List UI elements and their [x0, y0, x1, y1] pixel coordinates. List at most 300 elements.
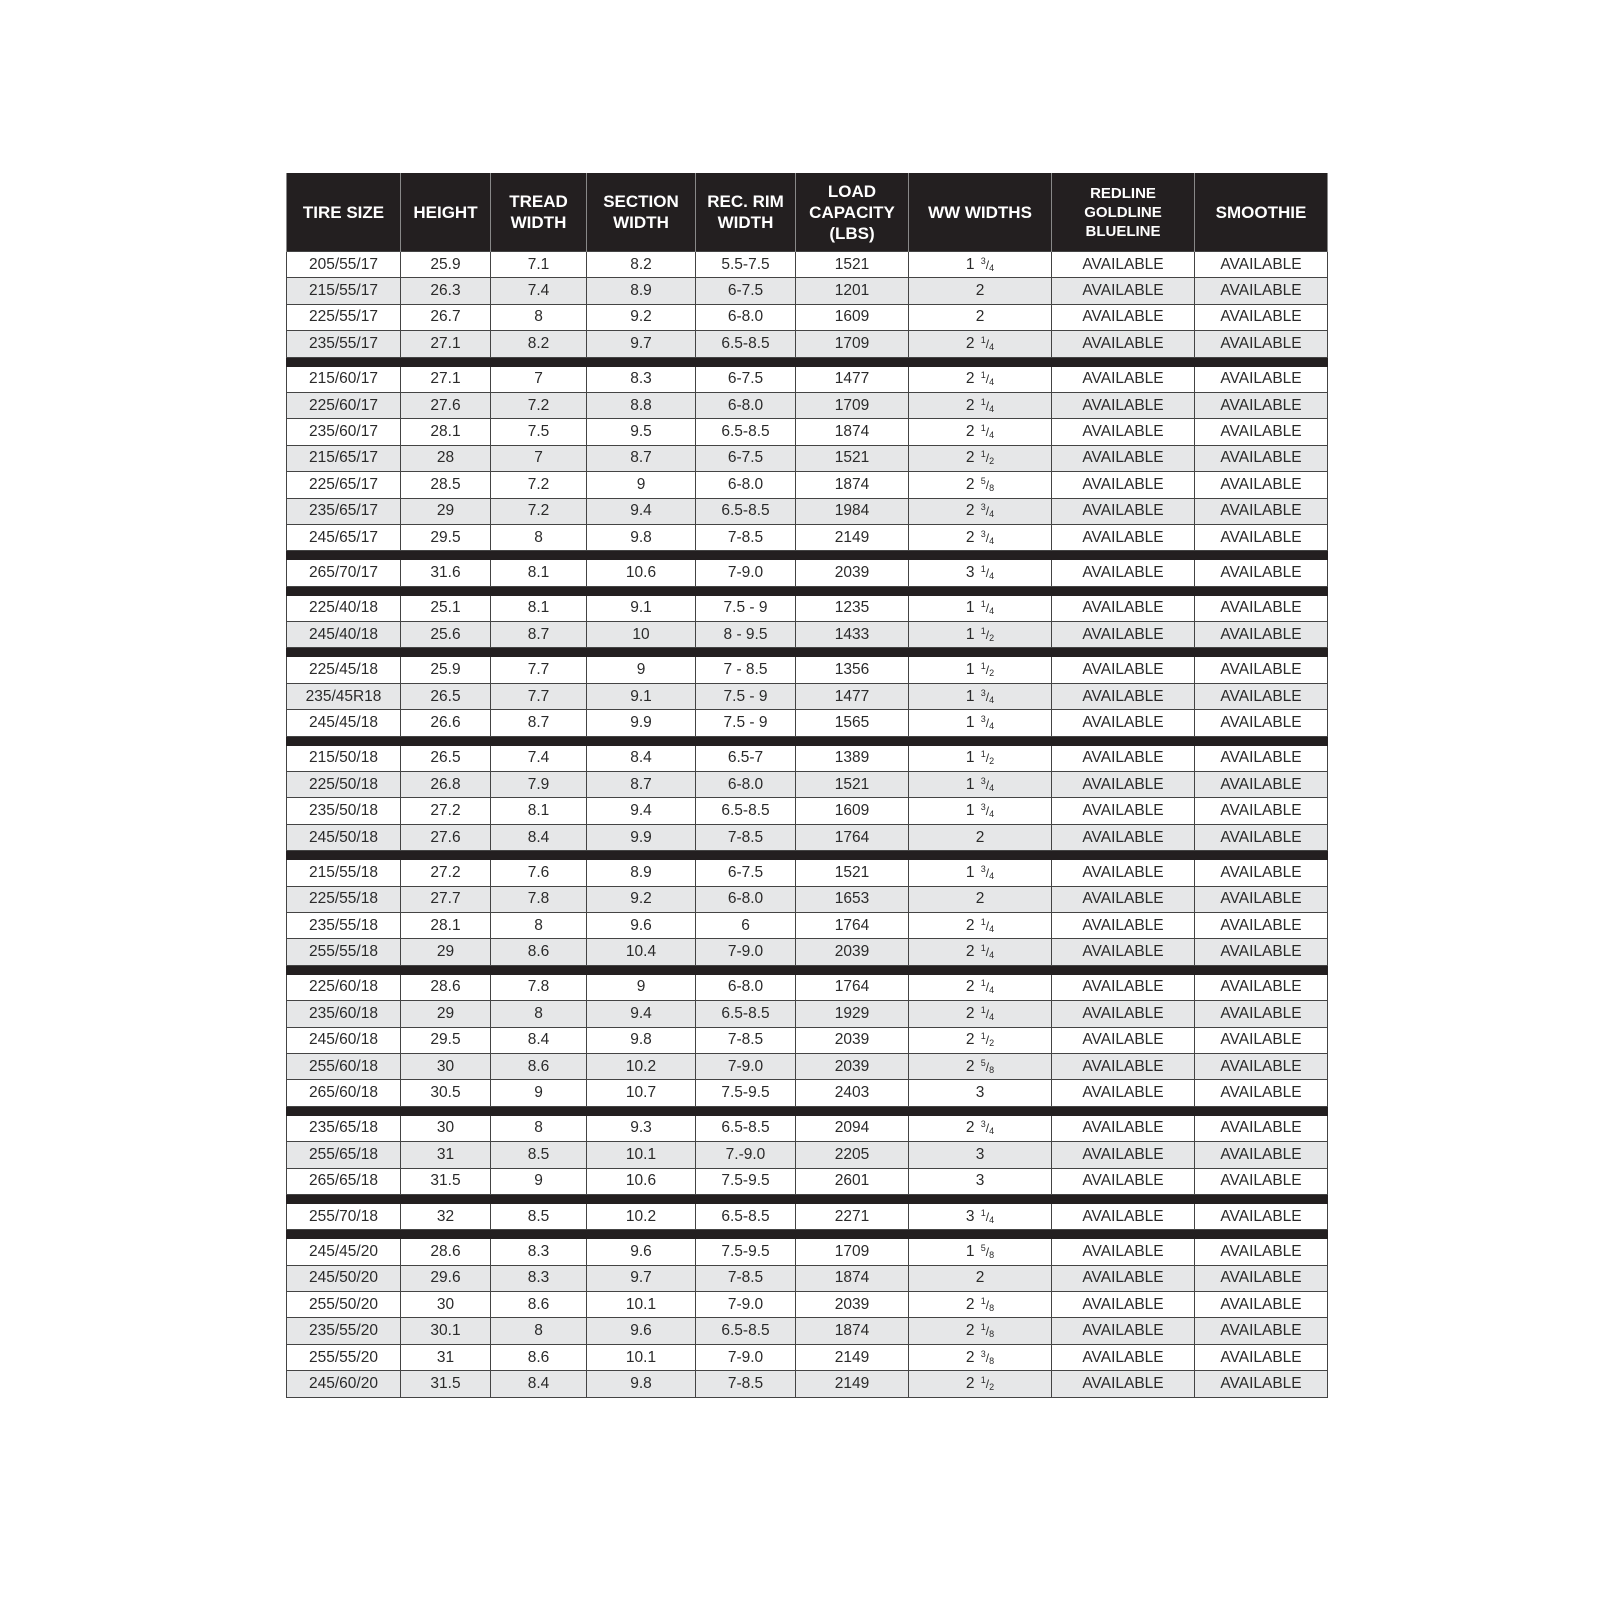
redline-availability-cell: AVAILABLE	[1052, 1203, 1195, 1229]
table-row	[287, 1344, 1328, 1370]
smoothie-availability-cell: AVAILABLE	[1195, 1168, 1328, 1194]
smoothie-availability-cell: AVAILABLE	[1195, 304, 1328, 330]
tire-size-cell: 265/60/18	[287, 1080, 401, 1106]
height-cell: 29	[401, 498, 491, 524]
redline-availability-cell: AVAILABLE	[1052, 1080, 1195, 1106]
table-row	[287, 498, 1328, 524]
table-row	[287, 974, 1328, 1000]
ww-width-cell: 1 $^3/_4$	[909, 772, 1052, 798]
tread-width-cell: 8	[491, 912, 587, 938]
section-width-cell: 8.3	[587, 366, 696, 392]
redline-availability-cell: AVAILABLE	[1052, 1142, 1195, 1168]
tread-width-cell: 7.2	[491, 392, 587, 418]
header-tread-width: TREAD WIDTH	[491, 173, 587, 252]
tread-width-cell: 8	[491, 1115, 587, 1141]
height-cell: 27.7	[401, 886, 491, 912]
tire-size-cell: 235/65/18	[287, 1115, 401, 1141]
section-width-cell: 9.9	[587, 710, 696, 736]
load-capacity-cell: 1201	[796, 278, 909, 304]
rec-rim-width-cell: 7-8.5	[696, 524, 796, 550]
table-row	[287, 798, 1328, 824]
smoothie-availability-cell: AVAILABLE	[1195, 1027, 1328, 1053]
height-cell: 28.5	[401, 472, 491, 498]
section-width-cell: 9	[587, 657, 696, 683]
rec-rim-width-cell: 7-9.0	[696, 1344, 796, 1370]
rec-rim-width-cell: 7.5 - 9	[696, 595, 796, 621]
load-capacity-cell: 2271	[796, 1203, 909, 1229]
redline-availability-cell: AVAILABLE	[1052, 392, 1195, 418]
load-capacity-cell: 1653	[796, 886, 909, 912]
tread-width-cell: 8.6	[491, 1053, 587, 1079]
tread-width-cell: 9	[491, 1080, 587, 1106]
height-cell: 29.6	[401, 1265, 491, 1291]
tread-width-cell: 7.7	[491, 683, 587, 709]
smoothie-availability-cell: AVAILABLE	[1195, 498, 1328, 524]
height-cell: 30.5	[401, 1080, 491, 1106]
group-divider	[287, 1194, 1328, 1203]
section-width-cell: 9.4	[587, 498, 696, 524]
table-row	[287, 560, 1328, 586]
smoothie-availability-cell: AVAILABLE	[1195, 1053, 1328, 1079]
tread-width-cell: 7.4	[491, 278, 587, 304]
height-cell: 27.2	[401, 860, 491, 886]
smoothie-availability-cell: AVAILABLE	[1195, 1203, 1328, 1229]
load-capacity-cell: 1565	[796, 710, 909, 736]
rec-rim-width-cell: 6-7.5	[696, 366, 796, 392]
redline-availability-cell: AVAILABLE	[1052, 252, 1195, 278]
height-cell: 29.5	[401, 1027, 491, 1053]
tread-width-cell: 8.4	[491, 824, 587, 850]
tire-size-cell: 265/65/18	[287, 1168, 401, 1194]
height-cell: 26.7	[401, 304, 491, 330]
redline-availability-cell: AVAILABLE	[1052, 772, 1195, 798]
tread-width-cell: 7.6	[491, 860, 587, 886]
height-cell: 27.2	[401, 798, 491, 824]
tread-width-cell: 8.1	[491, 798, 587, 824]
smoothie-availability-cell: AVAILABLE	[1195, 1318, 1328, 1344]
height-cell: 25.9	[401, 252, 491, 278]
ww-width-cell: 2 $^3/_4$	[909, 524, 1052, 550]
ww-width-cell: 2 $^1/_4$	[909, 419, 1052, 445]
section-width-cell: 9.8	[587, 524, 696, 550]
load-capacity-cell: 2039	[796, 939, 909, 965]
tread-width-cell: 7.9	[491, 772, 587, 798]
table-row	[287, 1239, 1328, 1265]
redline-availability-cell: AVAILABLE	[1052, 1292, 1195, 1318]
table-row	[287, 683, 1328, 709]
group-divider	[287, 586, 1328, 595]
load-capacity-cell: 1477	[796, 683, 909, 709]
tread-width-cell: 8	[491, 304, 587, 330]
rec-rim-width-cell: 6.5-8.5	[696, 1001, 796, 1027]
section-width-cell: 9.4	[587, 798, 696, 824]
tire-size-cell: 235/60/17	[287, 419, 401, 445]
load-capacity-cell: 1874	[796, 1265, 909, 1291]
load-capacity-cell: 1764	[796, 912, 909, 938]
ww-width-cell: 1 $^3/_4$	[909, 683, 1052, 709]
redline-availability-cell: AVAILABLE	[1052, 560, 1195, 586]
ww-width-cell: 2 $^1/_2$	[909, 445, 1052, 471]
tire-size-cell: 215/50/18	[287, 745, 401, 771]
section-width-cell: 9	[587, 974, 696, 1000]
load-capacity-cell: 2149	[796, 524, 909, 550]
ww-width-cell: 1 $^3/_4$	[909, 798, 1052, 824]
redline-availability-cell: AVAILABLE	[1052, 683, 1195, 709]
redline-availability-cell: AVAILABLE	[1052, 939, 1195, 965]
height-cell: 31.5	[401, 1371, 491, 1397]
rec-rim-width-cell: 6	[696, 912, 796, 938]
rec-rim-width-cell: 6.5-8.5	[696, 419, 796, 445]
redline-availability-cell: AVAILABLE	[1052, 331, 1195, 357]
tire-size-cell: 225/60/18	[287, 974, 401, 1000]
section-width-cell: 9.8	[587, 1027, 696, 1053]
tire-size-cell: 255/70/18	[287, 1203, 401, 1229]
group-divider	[287, 1106, 1328, 1115]
height-cell: 26.3	[401, 278, 491, 304]
redline-availability-cell: AVAILABLE	[1052, 1027, 1195, 1053]
ww-width-cell: 2 $^3/_8$	[909, 1344, 1052, 1370]
rec-rim-width-cell: 7-8.5	[696, 1265, 796, 1291]
smoothie-availability-cell: AVAILABLE	[1195, 595, 1328, 621]
header-smoothie: SMOOTHIE	[1195, 173, 1328, 252]
tire-size-cell: 235/60/18	[287, 1001, 401, 1027]
redline-availability-cell: AVAILABLE	[1052, 886, 1195, 912]
smoothie-availability-cell: AVAILABLE	[1195, 366, 1328, 392]
rec-rim-width-cell: 6.5-8.5	[696, 498, 796, 524]
height-cell: 28.1	[401, 912, 491, 938]
section-width-cell: 10.2	[587, 1053, 696, 1079]
ww-width-cell: 2 $^1/_4$	[909, 939, 1052, 965]
tread-width-cell: 8.5	[491, 1203, 587, 1229]
smoothie-availability-cell: AVAILABLE	[1195, 1080, 1328, 1106]
group-divider	[287, 551, 1328, 560]
load-capacity-cell: 1235	[796, 595, 909, 621]
rec-rim-width-cell: 6-7.5	[696, 445, 796, 471]
header-redline-goldline-blueline: REDLINE GOLDLINE BLUELINE	[1052, 173, 1195, 252]
redline-availability-cell: AVAILABLE	[1052, 622, 1195, 648]
rec-rim-width-cell: 7.5-9.5	[696, 1239, 796, 1265]
load-capacity-cell: 1709	[796, 392, 909, 418]
section-width-cell: 8.9	[587, 860, 696, 886]
tire-size-cell: 215/55/17	[287, 278, 401, 304]
height-cell: 29.5	[401, 524, 491, 550]
smoothie-availability-cell: AVAILABLE	[1195, 1142, 1328, 1168]
table-row	[287, 1142, 1328, 1168]
section-width-cell: 9.6	[587, 912, 696, 938]
table-row	[287, 366, 1328, 392]
rec-rim-width-cell: 6.5-8.5	[696, 331, 796, 357]
height-cell: 31.6	[401, 560, 491, 586]
section-width-cell: 9.6	[587, 1239, 696, 1265]
rec-rim-width-cell: 7-8.5	[696, 824, 796, 850]
tread-width-cell: 8.3	[491, 1239, 587, 1265]
table-row	[287, 1027, 1328, 1053]
table-row	[287, 772, 1328, 798]
tire-size-cell: 255/55/18	[287, 939, 401, 965]
load-capacity-cell: 1609	[796, 798, 909, 824]
ww-width-cell: 3	[909, 1080, 1052, 1106]
tire-size-cell: 255/50/20	[287, 1292, 401, 1318]
rec-rim-width-cell: 6-8.0	[696, 304, 796, 330]
section-width-cell: 10.7	[587, 1080, 696, 1106]
ww-width-cell: 2 $^1/_8$	[909, 1318, 1052, 1344]
group-divider	[287, 648, 1328, 657]
smoothie-availability-cell: AVAILABLE	[1195, 1265, 1328, 1291]
smoothie-availability-cell: AVAILABLE	[1195, 419, 1328, 445]
table-row	[287, 745, 1328, 771]
table-row	[287, 1203, 1328, 1229]
load-capacity-cell: 2149	[796, 1344, 909, 1370]
height-cell: 30	[401, 1115, 491, 1141]
redline-availability-cell: AVAILABLE	[1052, 1239, 1195, 1265]
rec-rim-width-cell: 6-8.0	[696, 772, 796, 798]
tread-width-cell: 7.1	[491, 252, 587, 278]
header-ww-widths: WW WIDTHS	[909, 173, 1052, 252]
table-row	[287, 595, 1328, 621]
rec-rim-width-cell: 6-8.0	[696, 974, 796, 1000]
load-capacity-cell: 1521	[796, 860, 909, 886]
smoothie-availability-cell: AVAILABLE	[1195, 657, 1328, 683]
smoothie-availability-cell: AVAILABLE	[1195, 912, 1328, 938]
load-capacity-cell: 1929	[796, 1001, 909, 1027]
table-row	[287, 524, 1328, 550]
rec-rim-width-cell: 6.5-8.5	[696, 1203, 796, 1229]
tire-size-cell: 255/60/18	[287, 1053, 401, 1079]
tread-width-cell: 7	[491, 445, 587, 471]
table-row	[287, 1318, 1328, 1344]
tread-width-cell: 7.2	[491, 498, 587, 524]
ww-width-cell: 2 $^1/_4$	[909, 912, 1052, 938]
section-width-cell: 8.7	[587, 445, 696, 471]
height-cell: 28.6	[401, 974, 491, 1000]
tread-width-cell: 7.8	[491, 974, 587, 1000]
table-row	[287, 1001, 1328, 1027]
tread-width-cell: 8	[491, 1001, 587, 1027]
smoothie-availability-cell: AVAILABLE	[1195, 331, 1328, 357]
height-cell: 28.6	[401, 1239, 491, 1265]
smoothie-availability-cell: AVAILABLE	[1195, 772, 1328, 798]
smoothie-availability-cell: AVAILABLE	[1195, 524, 1328, 550]
ww-width-cell: 2	[909, 304, 1052, 330]
ww-width-cell: 2 $^1/_4$	[909, 366, 1052, 392]
tire-size-cell: 245/65/17	[287, 524, 401, 550]
height-cell: 30.1	[401, 1318, 491, 1344]
tire-size-cell: 225/40/18	[287, 595, 401, 621]
section-width-cell: 8.8	[587, 392, 696, 418]
smoothie-availability-cell: AVAILABLE	[1195, 860, 1328, 886]
height-cell: 32	[401, 1203, 491, 1229]
tire-size-cell: 235/55/18	[287, 912, 401, 938]
height-cell: 28	[401, 445, 491, 471]
redline-availability-cell: AVAILABLE	[1052, 912, 1195, 938]
section-width-cell: 10.6	[587, 560, 696, 586]
tire-size-cell: 225/55/18	[287, 886, 401, 912]
load-capacity-cell: 1389	[796, 745, 909, 771]
tread-width-cell: 7.4	[491, 745, 587, 771]
ww-width-cell: 2 $^1/_2$	[909, 1027, 1052, 1053]
tread-width-cell: 7.8	[491, 886, 587, 912]
redline-availability-cell: AVAILABLE	[1052, 278, 1195, 304]
ww-width-cell: 3 $^1/_4$	[909, 560, 1052, 586]
table-row	[287, 824, 1328, 850]
tread-width-cell: 8.7	[491, 622, 587, 648]
load-capacity-cell: 2149	[796, 1371, 909, 1397]
rec-rim-width-cell: 6.5-7	[696, 745, 796, 771]
load-capacity-cell: 1764	[796, 974, 909, 1000]
height-cell: 30	[401, 1292, 491, 1318]
height-cell: 31	[401, 1142, 491, 1168]
rec-rim-width-cell: 6-7.5	[696, 860, 796, 886]
rec-rim-width-cell: 7.5 - 9	[696, 710, 796, 736]
smoothie-availability-cell: AVAILABLE	[1195, 886, 1328, 912]
redline-availability-cell: AVAILABLE	[1052, 710, 1195, 736]
height-cell: 26.8	[401, 772, 491, 798]
rec-rim-width-cell: 6-8.0	[696, 472, 796, 498]
tread-width-cell: 8	[491, 524, 587, 550]
table-row	[287, 1115, 1328, 1141]
ww-width-cell: 1 $^1/_2$	[909, 657, 1052, 683]
section-width-cell: 9.5	[587, 419, 696, 445]
rec-rim-width-cell: 8 - 9.5	[696, 622, 796, 648]
tread-width-cell: 8.1	[491, 595, 587, 621]
tire-size-cell: 265/70/17	[287, 560, 401, 586]
smoothie-availability-cell: AVAILABLE	[1195, 1344, 1328, 1370]
tire-size-cell: 255/65/18	[287, 1142, 401, 1168]
tread-width-cell: 7.2	[491, 472, 587, 498]
height-cell: 30	[401, 1053, 491, 1079]
tread-width-cell: 7	[491, 366, 587, 392]
tread-width-cell: 8.4	[491, 1371, 587, 1397]
group-divider	[287, 851, 1328, 860]
tire-size-cell: 245/40/18	[287, 622, 401, 648]
ww-width-cell: 3 $^1/_4$	[909, 1203, 1052, 1229]
load-capacity-cell: 2039	[796, 560, 909, 586]
height-cell: 25.6	[401, 622, 491, 648]
section-width-cell: 9.2	[587, 304, 696, 330]
tread-width-cell: 8.5	[491, 1142, 587, 1168]
ww-width-cell: 2 $^1/_4$	[909, 331, 1052, 357]
section-width-cell: 9.4	[587, 1001, 696, 1027]
redline-availability-cell: AVAILABLE	[1052, 524, 1195, 550]
tire-size-cell: 245/60/18	[287, 1027, 401, 1053]
rec-rim-width-cell: 6-8.0	[696, 392, 796, 418]
section-width-cell: 10	[587, 622, 696, 648]
load-capacity-cell: 1764	[796, 824, 909, 850]
tire-size-cell: 235/45R18	[287, 683, 401, 709]
redline-availability-cell: AVAILABLE	[1052, 1053, 1195, 1079]
load-capacity-cell: 1433	[796, 622, 909, 648]
redline-availability-cell: AVAILABLE	[1052, 1265, 1195, 1291]
tire-size-cell: 235/65/17	[287, 498, 401, 524]
group-divider	[287, 965, 1328, 974]
ww-width-cell: 2 $^5/_8$	[909, 1053, 1052, 1079]
smoothie-availability-cell: AVAILABLE	[1195, 472, 1328, 498]
load-capacity-cell: 1984	[796, 498, 909, 524]
ww-width-cell: 2	[909, 1265, 1052, 1291]
height-cell: 25.1	[401, 595, 491, 621]
load-capacity-cell: 1874	[796, 1318, 909, 1344]
tire-size-cell: 245/45/20	[287, 1239, 401, 1265]
load-capacity-cell: 1521	[796, 772, 909, 798]
tire-size-cell: 235/55/17	[287, 331, 401, 357]
table-row	[287, 1371, 1328, 1397]
redline-availability-cell: AVAILABLE	[1052, 745, 1195, 771]
ww-width-cell: 1 $^1/_2$	[909, 745, 1052, 771]
height-cell: 27.6	[401, 392, 491, 418]
smoothie-availability-cell: AVAILABLE	[1195, 974, 1328, 1000]
redline-availability-cell: AVAILABLE	[1052, 304, 1195, 330]
height-cell: 29	[401, 1001, 491, 1027]
height-cell: 26.5	[401, 745, 491, 771]
tire-size-cell: 205/55/17	[287, 252, 401, 278]
header-tire-size: TIRE SIZE	[287, 173, 401, 252]
ww-width-cell: 2 $^5/_8$	[909, 472, 1052, 498]
table-row	[287, 657, 1328, 683]
smoothie-availability-cell: AVAILABLE	[1195, 710, 1328, 736]
height-cell: 27.1	[401, 331, 491, 357]
table-row	[287, 1053, 1328, 1079]
load-capacity-cell: 1521	[796, 252, 909, 278]
smoothie-availability-cell: AVAILABLE	[1195, 1371, 1328, 1397]
section-width-cell: 9.8	[587, 1371, 696, 1397]
section-width-cell: 9.3	[587, 1115, 696, 1141]
redline-availability-cell: AVAILABLE	[1052, 498, 1195, 524]
load-capacity-cell: 1356	[796, 657, 909, 683]
load-capacity-cell: 1477	[796, 366, 909, 392]
group-divider	[287, 1230, 1328, 1239]
header-row	[287, 173, 1328, 252]
tire-size-cell: 245/60/20	[287, 1371, 401, 1397]
load-capacity-cell: 2094	[796, 1115, 909, 1141]
tread-width-cell: 8.2	[491, 331, 587, 357]
group-divider	[287, 736, 1328, 745]
height-cell: 27.6	[401, 824, 491, 850]
tire-size-chart	[286, 173, 1327, 1398]
rec-rim-width-cell: 7.5-9.5	[696, 1168, 796, 1194]
ww-width-cell: 2 $^3/_4$	[909, 1115, 1052, 1141]
header-height: HEIGHT	[401, 173, 491, 252]
smoothie-availability-cell: AVAILABLE	[1195, 1001, 1328, 1027]
ww-width-cell: 1 $^3/_4$	[909, 710, 1052, 736]
ww-width-cell: 3	[909, 1142, 1052, 1168]
section-width-cell: 9.7	[587, 331, 696, 357]
ww-width-cell: 2 $^1/_4$	[909, 392, 1052, 418]
tread-width-cell: 8.6	[491, 939, 587, 965]
smoothie-availability-cell: AVAILABLE	[1195, 1239, 1328, 1265]
rec-rim-width-cell: 7.5-9.5	[696, 1080, 796, 1106]
ww-width-cell: 1 $^1/_4$	[909, 595, 1052, 621]
section-width-cell: 9	[587, 472, 696, 498]
height-cell: 27.1	[401, 366, 491, 392]
tread-width-cell: 8.1	[491, 560, 587, 586]
table-row	[287, 392, 1328, 418]
tire-size-cell: 235/55/20	[287, 1318, 401, 1344]
redline-availability-cell: AVAILABLE	[1052, 595, 1195, 621]
ww-width-cell: 1 $^1/_2$	[909, 622, 1052, 648]
tread-width-cell: 8.4	[491, 1027, 587, 1053]
height-cell: 29	[401, 939, 491, 965]
rec-rim-width-cell: 7-8.5	[696, 1027, 796, 1053]
header-load-capacity: LOAD CAPACITY (LBS)	[796, 173, 909, 252]
load-capacity-cell: 2039	[796, 1053, 909, 1079]
rec-rim-width-cell: 7-8.5	[696, 1371, 796, 1397]
redline-availability-cell: AVAILABLE	[1052, 419, 1195, 445]
section-width-cell: 8.9	[587, 278, 696, 304]
smoothie-availability-cell: AVAILABLE	[1195, 683, 1328, 709]
tire-size-cell: 245/50/18	[287, 824, 401, 850]
rec-rim-width-cell: 5.5-7.5	[696, 252, 796, 278]
rec-rim-width-cell: 6-7.5	[696, 278, 796, 304]
